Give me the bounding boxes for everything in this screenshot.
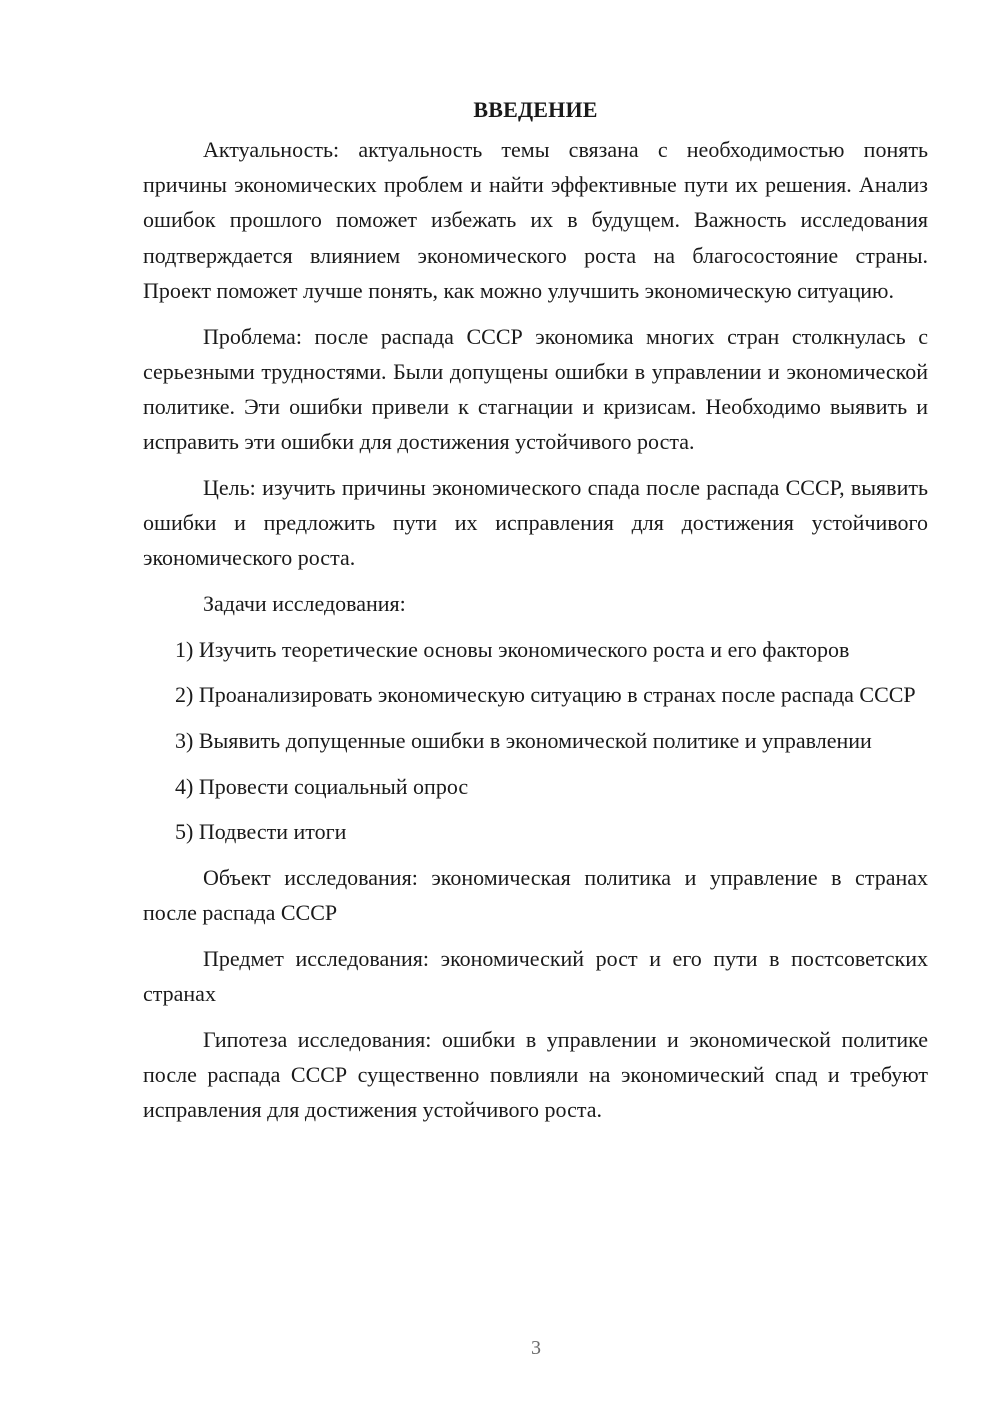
task-item-3: 3) Выявить допущенные ошибки в экономической политике и управлении — [175, 728, 872, 754]
relevance-paragraph: Актуальность: актуальность темы связана с необходимостью понять причины экономических проблем и найти эффективные пути их решения. Анализ ошибок прошлого поможет избежать их в будущем. Важность исследования подтверждается влиянием экономического роста на благосостояние страны. Проект поможет лучше понять, как можно улучшить экономическую ситуацию. — [143, 137, 928, 303]
tasks-heading: Задачи исследования: — [203, 590, 406, 616]
problem-paragraph: Проблема: после распада СССР экономика многих стран столкнулась с серьезными трудностями. Были допущены ошибки в управлении и экономической политике. Эти ошибки привели к стагнации и кризисам. Необходимо выявить и исправить эти ошибки для достижения устойчивого роста. — [143, 323, 928, 455]
goal-paragraph: Цель: изучить причины экономического спада после распада СССР, выявить ошибки и предложить пути их исправления для достижения устойчивого экономического роста. — [143, 474, 928, 571]
page-title: ВВЕДЕНИЕ — [473, 97, 598, 122]
hypothesis-paragraph: Гипотеза исследования: ошибки в управлении и экономической политике после распада СССР существенно повлияли на экономический спад и требуют исправления для достижения устойчивого роста. — [143, 1026, 928, 1123]
page-number: 3 — [531, 1337, 541, 1359]
tasks-list — [143, 632, 928, 850]
task-item-1: 1) Изучить теоретические основы экономического роста и его факторов — [175, 636, 850, 662]
task-item-5: 5) Подвести итоги — [175, 819, 347, 845]
task-item-2: 2) Проанализировать экономическую ситуацию в странах после распада СССР — [175, 682, 916, 708]
task-item-4: 4) Провести социальный опрос — [175, 773, 469, 799]
object-paragraph: Объект исследования: экономическая политика и управление в странах после распада СССР — [143, 865, 928, 926]
subject-paragraph: Предмет исследования: экономический рост и его пути в постсоветских странах — [143, 946, 928, 1007]
document-page — [143, 93, 928, 1138]
